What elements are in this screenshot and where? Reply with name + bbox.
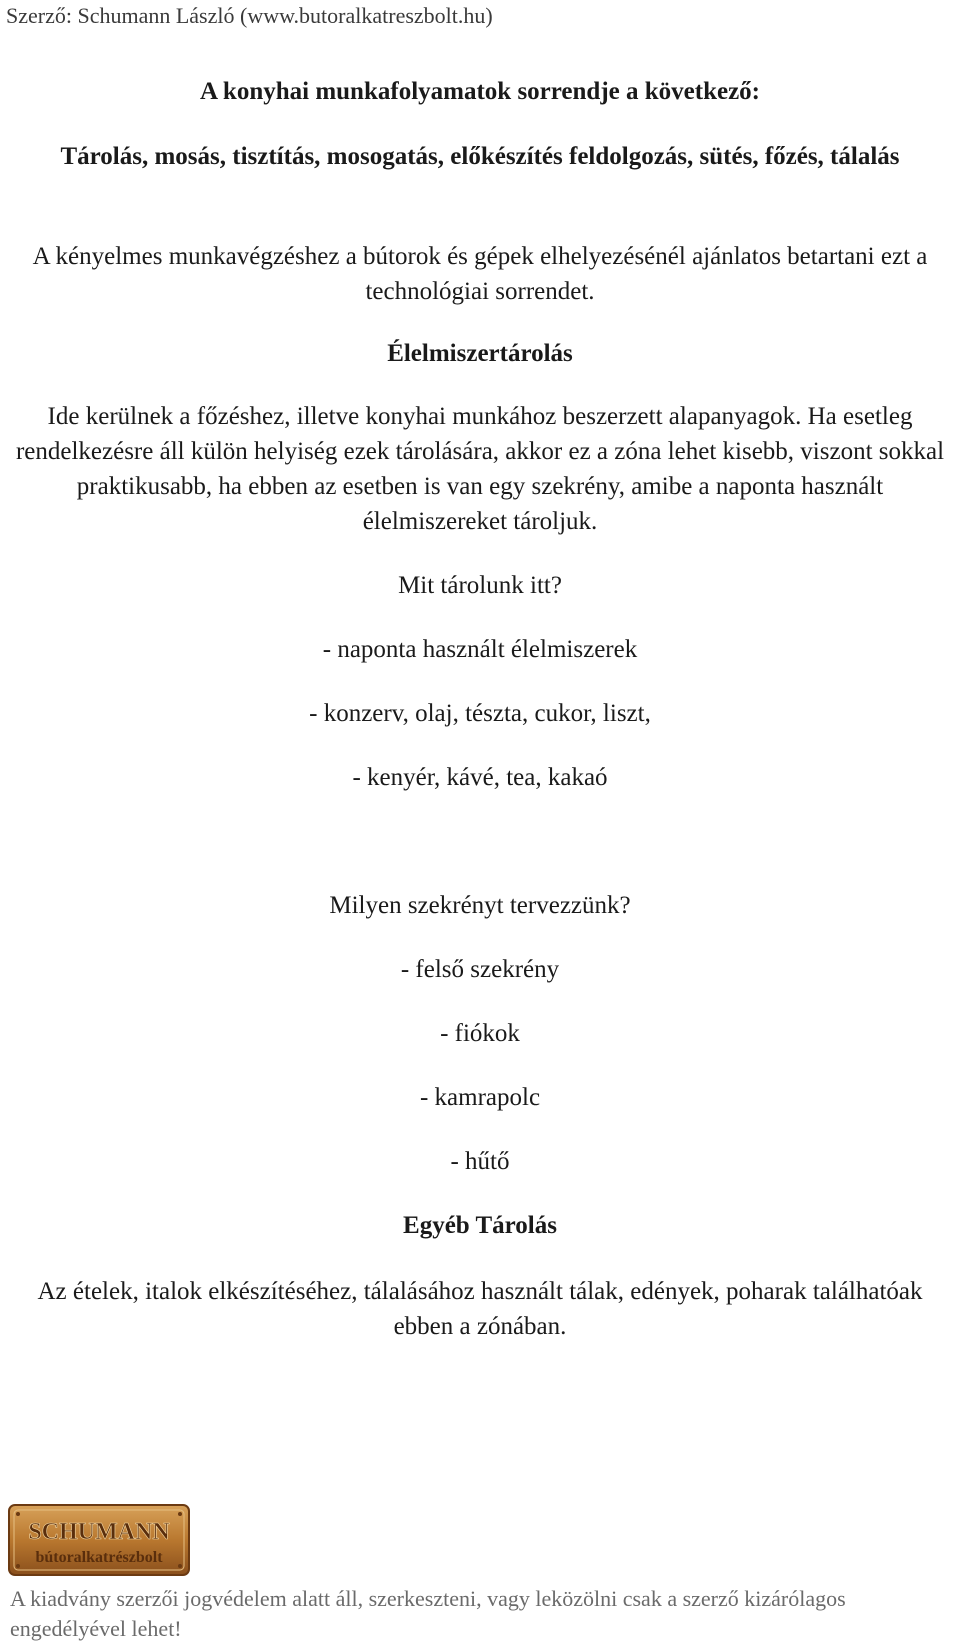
author-line: Szerző: Schumann László (www.butoralkatreszbolt.hu) [6,3,493,28]
list-item: - hűtő [450,1148,510,1175]
intro-paragraph: A kényelmes munkavégzéshez a bútorok és gépek elhelyezésénél ajánlatos betartani ezt a technológiai sorrendet. [32,243,928,305]
section-heading-other-storage: Egyéb Tárolás [403,1212,557,1239]
list-item: - konzerv, olaj, tészta, cukor, liszt, [309,700,651,727]
section-heading-food-storage: Élelmiszertárolás [387,340,573,367]
logo-title: SCHUMANN [28,1519,170,1545]
list-item: - kenyér, kávé, tea, kakaó [352,764,608,791]
list-item: - kamrapolc [419,1084,541,1111]
process-sequence: Tárolás, mosás, tisztítás, mosogatás, előkészítés feldolgozás, sütés, főzés, tálalás [60,143,900,170]
schumann-logo [8,1504,190,1576]
list-item: - naponta használt élelmiszerek [322,636,638,663]
page-title: A konyhai munkafolyamatok sorrendje a következő: [200,78,760,105]
copyright-notice: A kiadvány szerzői jogvédelem alatt áll, szerkeszteni, vagy leközölni csak a szerző kizárólagos engedélyével lehet! [10,1586,846,1641]
other-storage-paragraph: Az ételek, italok elkészítéséhez, tálalásához használt tálak, edények, poharak találhatóak ebben a zónában. [37,1278,923,1340]
logo-subtitle: bútoralkatrészbolt [35,1549,163,1566]
list-item: - felső szekrény [400,956,560,983]
food-storage-paragraph: Ide kerülnek a főzéshez, illetve konyhai munkához beszerzett alapanyagok. Ha esetleg rendelkezésre áll külön helyiség ezek tárolására, akkor ez a zóna lehet kisebb, viszont sokkal praktikusabb, ha ebben az esetben is van egy szekrény, amibe a naponta használt élelmiszereket tároljuk. [15,403,945,535]
question-which-cabinet: Milyen szekrényt tervezzünk? [329,892,631,919]
list-item: - fiókok [440,1020,520,1047]
question-what-to-store: Mit tárolunk itt? [398,572,562,599]
